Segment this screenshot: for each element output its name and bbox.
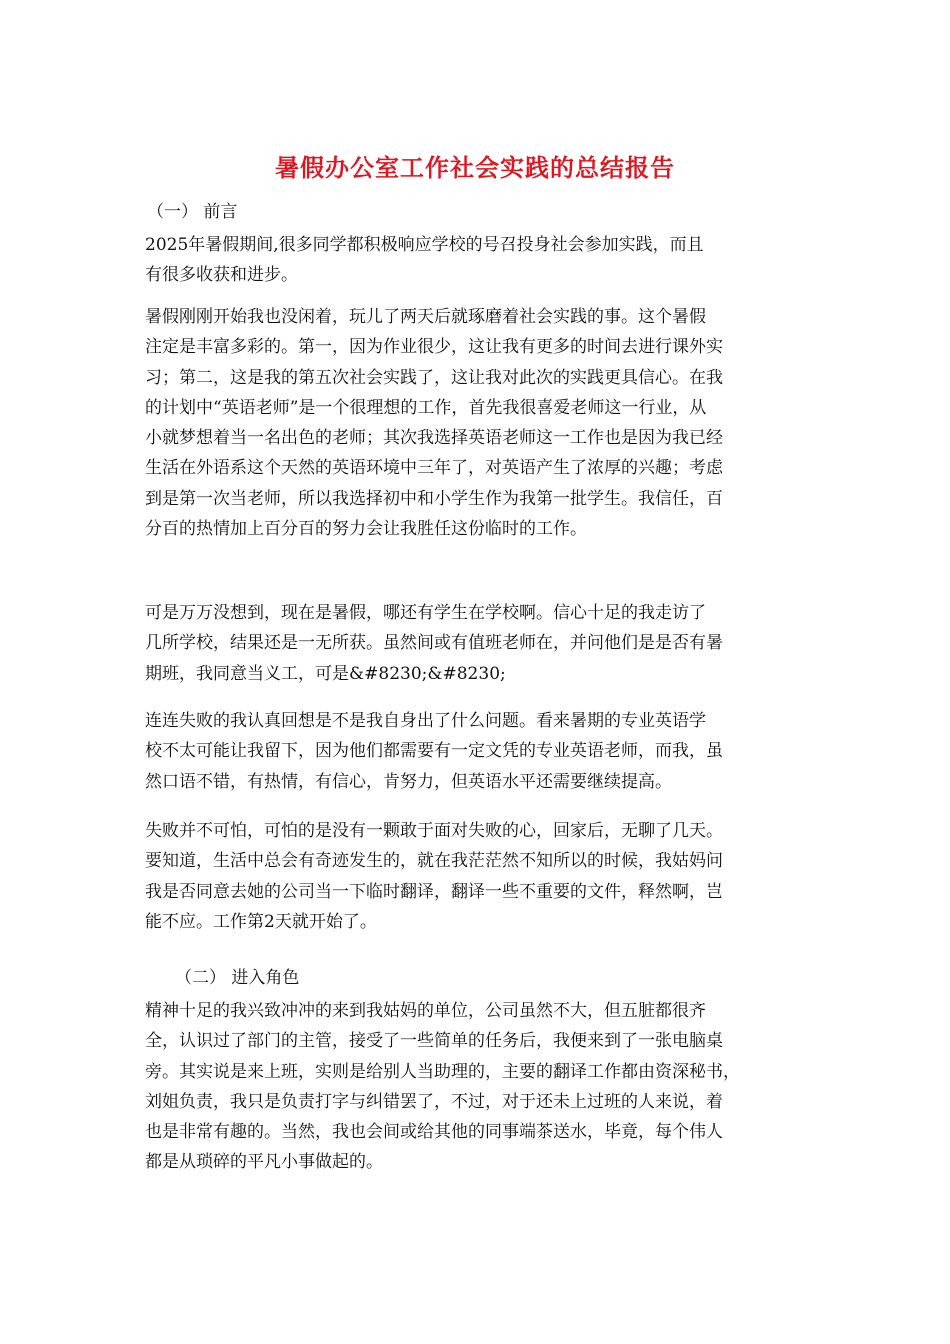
paragraph: 暑假刚刚开始我也没闲着，玩儿了两天后就琢磨着社会实践的事。这个暑假 注定是丰富多彩的。第一，因为作业很少，这让我有更多的时间去进行课外实 习；第二，这是我的第五次社会实践了，这让我对此次的实践更具信心。在我 的计划中“英语老师”是一个很理想的工作，首先我很喜爱老师这一行业，从 小就梦想着当一名出色的老师；其次我选择英语老师这一工作也是因为我已经 生活在外语系这个天然的英语环境中三年了，对英语产生了浓厚的兴趣；考虑 到是第一次当老师，所以我选择初中和小学生作为我第一批学生。我信任，百 分百的热情加上百分百的努力会让我胜任这份临时的工作。	[145, 307, 723, 540]
paragraph: 失败并不可怕，可怕的是没有一颗敢于面对失败的心，回家后，无聊了几天。 要知道，生活中总会有奇迹发生的，就在我茫茫然不知所以的时候，我姑妈问 我是否同意去她的公司当一下临时翻译，翻译一些不重要的文件，释然啊，岂 能不应。工作第2天就开始了。	[145, 821, 723, 932]
document-title: 暑假办公室工作社会实践的总结报告	[275, 154, 675, 182]
section-heading-preface: （一） 前言	[147, 202, 238, 222]
paragraph: 精神十足的我兴致冲冲的来到我姑妈的单位，公司虽然不大，但五脏都很齐 全，认识过了部门的主管，接受了一些简单的任务后，我便来到了一张电脑桌 旁。其实说是来上班，实则是给别人当助理的，主要的翻译工作都由资深秘书， 刘姐负责，我只是负责打字与纠错罢了，不过，对于还未上过班的人来说，着 也是非常有趣的。当然，我也会间或给其他的同事端茶送水，毕竟，每个伟人 都是从琐碎的平凡小事做起的。	[145, 1001, 740, 1173]
paragraph: 可是万万没想到，现在是暑假，哪还有学生在学校啊。信心十足的我走访了 几所学校，结果还是一无所获。虽然间或有值班老师在，并问他们是是否有暑 期班，我同意当义工，可是&#8230;&#8230;	[145, 603, 723, 684]
paragraph: 连连失败的我认真回想是不是我自身出了什么问题。看来暑期的专业英语学 校不太可能让我留下，因为他们都需要有一定文凭的专业英语老师，而我，虽 然口语不错，有热情，有信心，肯努力，但英语水平还需要继续提高。	[145, 711, 723, 792]
section-heading-role: （二） 进入角色	[175, 968, 300, 988]
paragraph: 2025年暑假期间,很多同学都积极响应学校的号召投身社会参加实践，而且 有很多收获和进步。	[145, 235, 704, 286]
